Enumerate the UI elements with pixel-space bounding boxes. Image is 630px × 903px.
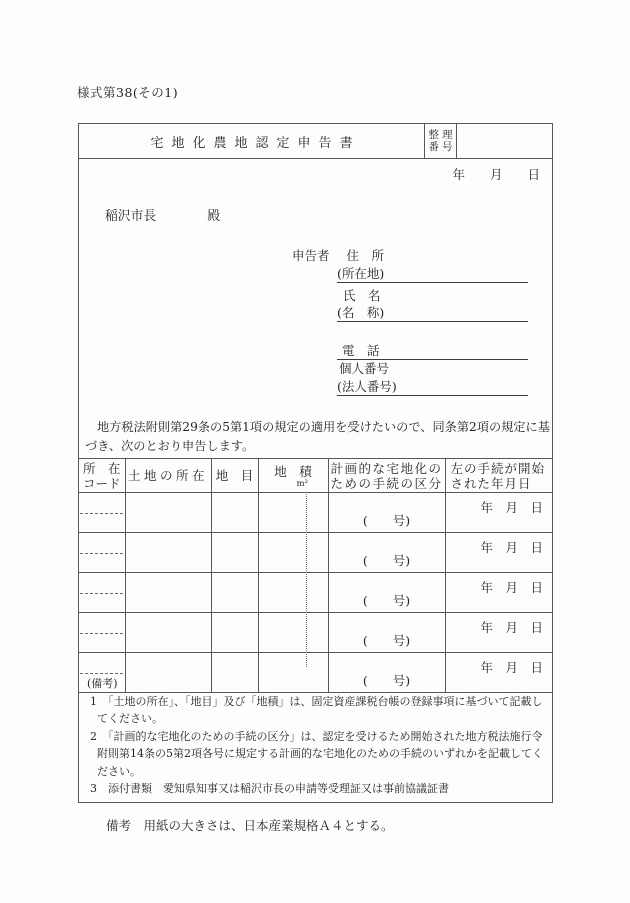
land-area-cell	[258, 493, 328, 533]
land-table	[79, 458, 552, 693]
remark-item-2: 2 「計画的な宅地化のための手続の区分」は、認定を受けるため開始された地方税法施行令附則第14条の5第2項各号に規定する計画的な宅地化のための手続のいずれかを記載してください。	[90, 729, 543, 778]
phone-label: 電 話	[342, 343, 380, 358]
location-code-cell	[79, 573, 125, 613]
header-location-code	[79, 459, 125, 493]
area-decimal-dotted-line	[306, 492, 307, 667]
name-sublabel: (名 称)	[337, 305, 385, 320]
phone-row	[292, 344, 532, 359]
start-date-cell: 年 月 日	[445, 573, 552, 613]
header-start-date	[445, 459, 552, 493]
code-divider-dashed-line	[80, 553, 123, 554]
address-label: 住 所	[346, 248, 385, 263]
header-land-area-unit: m²	[296, 478, 308, 489]
name-label-row	[292, 289, 532, 304]
code-divider-dashed-line	[80, 513, 123, 514]
header-land-area-label: 地 積	[274, 463, 312, 479]
header-procedure-line1: 計画的な宅地化の	[330, 460, 443, 476]
land-category-cell	[211, 533, 258, 573]
header-land-category: 地 目	[211, 459, 258, 493]
location-code-cell	[79, 493, 125, 533]
name-sub-row	[292, 306, 532, 321]
land-category-cell	[211, 613, 258, 653]
remark-item-1: 1 「土地の所在」、「地目」及び「地積」は、固定資産課税台帳の登録事項に基づいて記載してください。	[90, 694, 543, 725]
declaration-paragraph: 地方税法附則第29条の5第1項の規定の適用を受けたいので、同条第2項の規定に基づき、次のとおり申告します。	[85, 420, 550, 453]
land-location-cell	[125, 573, 211, 613]
serial-number-value-cell	[457, 124, 552, 158]
land-category-cell	[211, 573, 258, 613]
start-date-cell: 年 月 日	[445, 613, 552, 653]
land-area-cell	[258, 613, 328, 653]
header-procedure	[328, 459, 445, 493]
form-title: 宅地化農地認定申告書	[79, 124, 425, 158]
land-location-cell	[125, 613, 211, 653]
corporate-number-label: (法人番号)	[337, 379, 397, 394]
corporate-number-fill-line	[337, 380, 528, 396]
declarant-label: 申告者	[292, 248, 330, 263]
header-location-code-line1: 所 在	[82, 460, 121, 476]
address-sublabel: (所在地)	[337, 266, 385, 281]
header-start-date-line1: 左の手続が開始	[450, 460, 546, 476]
code-divider-dashed-line	[80, 593, 123, 594]
land-table-wrap	[79, 458, 552, 693]
serial-number-label-line2: 番号	[428, 141, 456, 153]
serial-number-label-line1: 整理	[428, 129, 456, 141]
location-code-cell	[79, 533, 125, 573]
start-date-cell: 年 月 日	[445, 493, 552, 533]
land-area-cell	[258, 573, 328, 613]
remarks-heading: (備考)	[87, 677, 118, 690]
table-row	[79, 613, 552, 653]
personal-number-label: 個人番号	[339, 361, 390, 376]
table-row	[79, 533, 552, 573]
phone-fill-line	[337, 344, 528, 360]
start-date-cell: 年 月 日	[445, 533, 552, 573]
addressee: 稲沢市長 殿	[105, 209, 221, 224]
header-procedure-line2: ための手続の区分	[330, 475, 443, 491]
land-area-cell	[258, 533, 328, 573]
procedure-cell: ( 号)	[328, 653, 445, 693]
code-divider-dashed-line	[80, 633, 123, 634]
remarks-section	[79, 667, 552, 798]
corporate-number-row	[292, 380, 532, 395]
land-category-cell	[211, 493, 258, 533]
address-fill-line	[337, 267, 528, 283]
address-sub-row	[292, 267, 532, 282]
form-outer-border	[78, 123, 553, 803]
header-location-code-line2: コード	[82, 475, 121, 491]
location-code-cell	[79, 613, 125, 653]
procedure-cell: ( 号)	[328, 613, 445, 653]
form-number-label: 様式第38(その1)	[77, 85, 179, 100]
table-header-row	[79, 459, 552, 493]
header-land-location: 土地の所在	[125, 459, 211, 493]
table-row	[79, 493, 552, 533]
procedure-cell: ( 号)	[328, 533, 445, 573]
start-date-cell: 年 月 日	[445, 653, 552, 693]
declarant-address-row	[292, 249, 532, 264]
procedure-cell: ( 号)	[328, 493, 445, 533]
name-fill-line	[337, 306, 528, 322]
date-line: 年 月 日	[452, 167, 540, 182]
paper-size-note: 備考 用紙の大きさは、日本産業規格Ａ４とする。	[106, 818, 394, 833]
land-location-cell	[125, 533, 211, 573]
table-row	[79, 573, 552, 613]
remark-item-3: 3 添付書類 愛知県知事又は稲沢市長の申請等受理証又は事前協議証書	[90, 782, 449, 795]
land-location-cell	[125, 493, 211, 533]
serial-number-label	[425, 124, 457, 158]
header-land-area	[258, 459, 328, 493]
title-row	[79, 124, 552, 159]
header-start-date-line2: された年月日	[450, 475, 532, 491]
personal-number-row	[292, 362, 532, 377]
procedure-cell: ( 号)	[328, 573, 445, 613]
name-label: 氏 名	[343, 288, 381, 303]
